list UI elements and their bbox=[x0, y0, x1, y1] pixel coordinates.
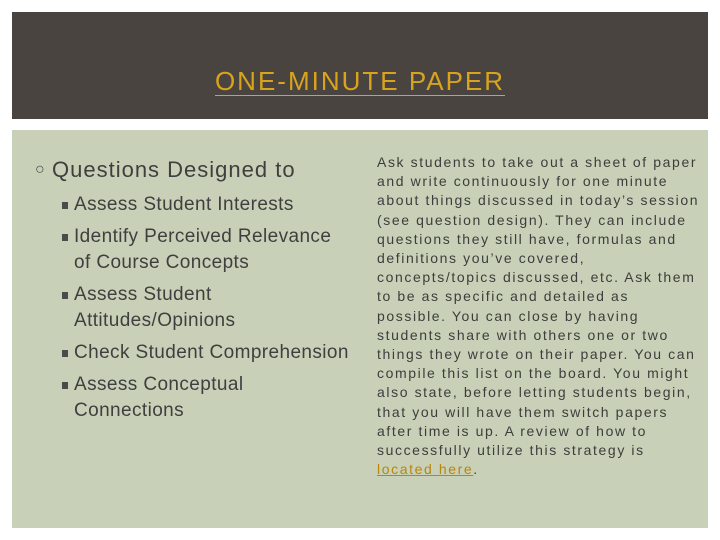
right-column bbox=[377, 153, 702, 479]
sub-bullet-item bbox=[35, 340, 353, 366]
square-bullet-icon bbox=[62, 292, 68, 299]
left-column bbox=[35, 154, 353, 430]
square-bullet-icon bbox=[62, 350, 68, 357]
square-bullet-icon bbox=[62, 382, 68, 389]
sub-bullet-list bbox=[35, 192, 353, 424]
body-paragraph: Ask students to take out a sheet of paper and write continuously for one minute about things discussed in today’s session (see question design). They can include questions they still have, formulas and definitions you’ve covered, concepts/topics discussed, etc. Ask them to be as specific and detailed as possible. You can close by having students share with others one or two things they wrote on their paper. You can compile this list on the board. You might also state, before letting students begin, that you will have them switch papers after time is up. A review of how to successfully utilize this strategy is bbox=[377, 154, 700, 459]
sub-bullet-text: Assess Student Attitudes/Opinions bbox=[74, 284, 236, 331]
main-bullet-text: Questions Designed to bbox=[52, 157, 296, 182]
title-band bbox=[12, 12, 708, 119]
paragraph-end: . bbox=[473, 461, 479, 478]
main-bullet bbox=[35, 154, 353, 186]
content-area bbox=[12, 130, 708, 528]
sub-bullet-text: Check Student Comprehension bbox=[74, 342, 349, 363]
square-bullet-icon bbox=[62, 234, 68, 241]
square-bullet-icon bbox=[62, 202, 68, 209]
sub-bullet-item bbox=[35, 372, 353, 424]
slide-title: ONE-MINUTE PAPER bbox=[214, 66, 506, 96]
located-here-link[interactable]: located here bbox=[377, 461, 474, 478]
slide-title-container bbox=[12, 64, 708, 98]
sub-bullet-text: Assess Conceptual Connections bbox=[74, 374, 244, 421]
sub-bullet-text: Identify Perceived Relevance of Course Concepts bbox=[74, 226, 332, 273]
sub-bullet-item bbox=[35, 224, 353, 276]
sub-bullet-text: Assess Student Interests bbox=[74, 194, 294, 215]
sub-bullet-item bbox=[35, 282, 353, 334]
sub-bullet-item bbox=[35, 192, 353, 218]
ring-bullet-icon: ○ bbox=[35, 161, 46, 178]
